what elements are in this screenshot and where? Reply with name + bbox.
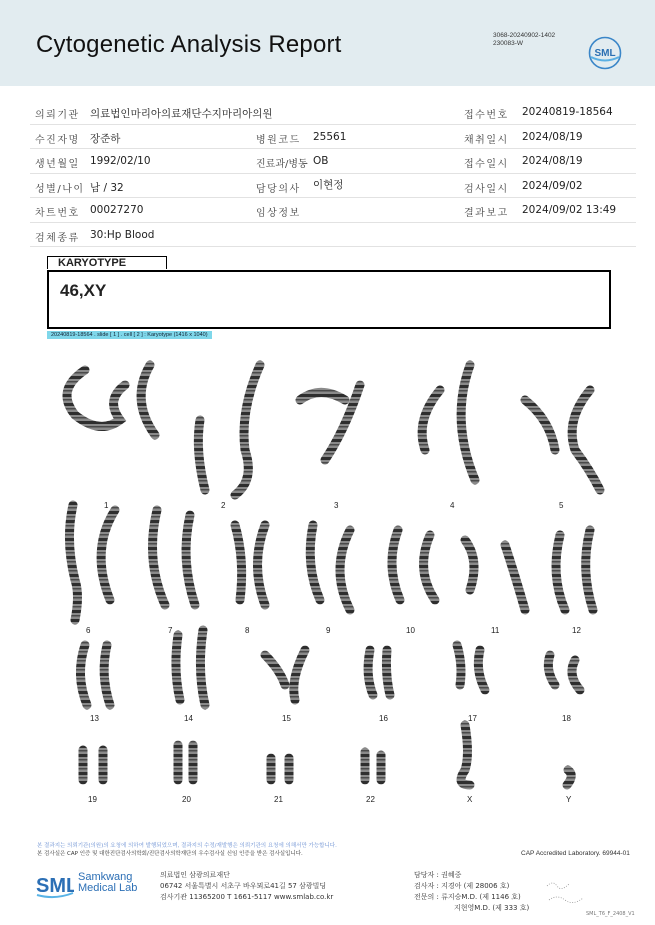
received-date-value: 2024/08/19: [522, 155, 583, 167]
patient-info-table: [30, 100, 636, 247]
chromosome-12b: [586, 530, 593, 610]
report-title: Cytogenetic Analysis Report: [36, 31, 342, 58]
karyogram-image: [45, 340, 615, 810]
chromosome-2b: [235, 365, 260, 495]
collection-date-label: 채취일시: [464, 134, 509, 146]
chromosome-9a: [310, 525, 320, 600]
chromosome-12a: [556, 535, 565, 610]
samkwang-logo: [36, 866, 138, 904]
physician-label: 담당의사: [256, 183, 301, 195]
sml-logo-icon: [588, 36, 622, 70]
staff-specialist-2: 지현영M.D. (제 333 호): [454, 904, 530, 912]
signature-icon: [545, 878, 585, 908]
hospital-code-value: 25561: [313, 130, 347, 143]
chromosome-18a: [548, 655, 555, 685]
chromosome-17b: [478, 650, 485, 690]
chromosome-label: 4: [450, 501, 455, 510]
footer-notes: [37, 842, 337, 858]
birth-date-value: 1992/02/10: [90, 155, 151, 167]
chromosome-label: 16: [379, 714, 388, 723]
chromosome-13b: [104, 645, 110, 705]
chromosome-label: 14: [184, 714, 193, 723]
chromosome-2a: [198, 420, 205, 490]
birth-date-label: 생년월일: [35, 159, 80, 170]
chromosome-4a: [422, 390, 440, 450]
chromosome-18b: [572, 660, 580, 690]
info-row: [30, 198, 636, 223]
chromosome-label: 18: [562, 714, 571, 723]
chromosome-9b: [340, 530, 350, 610]
chromosome-6a: [69, 505, 77, 620]
received-date-label: 접수일시: [464, 159, 509, 170]
svg-text:SML: SML: [594, 48, 616, 59]
chromosome-5b: [572, 390, 600, 490]
chromosome-label: 15: [282, 714, 291, 723]
sex-age-label: 성별/나이: [35, 183, 85, 195]
chromosome-14a: [176, 635, 180, 700]
chromosome-10a: [392, 530, 400, 600]
specimen-type-label: 검체종류: [35, 232, 80, 244]
chromosome-label: 10: [406, 626, 415, 635]
info-row: [30, 125, 636, 150]
chromosome-label: 17: [468, 714, 477, 723]
patient-name-value: 장준하: [90, 132, 121, 145]
clinical-info-label: 임상정보: [256, 208, 301, 219]
requesting-institution-label: 의뢰기관: [35, 110, 80, 121]
chromosome-16a: [368, 650, 373, 695]
karyogram-caption: 20240819-18564 . slide [ 1 ] . cell [ 2 ] : Karyotype (1416 x 1040): [47, 331, 212, 339]
chromosome-label: 8: [245, 626, 250, 635]
karyotype-label: KARYOTYPE: [47, 256, 167, 269]
chromosome-label: 11: [491, 626, 500, 635]
chromosome-label: 22: [366, 795, 375, 804]
chromosome-label: 19: [88, 795, 97, 804]
physician-value: 이현정: [313, 178, 344, 191]
collection-date-value: 2024/08/19: [522, 130, 583, 143]
chromosome-7a: [153, 510, 166, 605]
chromosome-11a: [465, 540, 474, 590]
karyotype-value: 46,XY: [60, 281, 107, 300]
document-code: [493, 32, 555, 48]
org-contact: 검사기관 11365200 T 1661-5117 www.smlab.co.kr: [160, 893, 334, 901]
chromosome-y: [567, 770, 571, 785]
department-label: 진료과/병동: [256, 159, 308, 170]
chromosome-label: Y: [566, 795, 572, 804]
result-report-value: 2024/09/02 13:49: [522, 204, 617, 216]
staff-manager: 담당자 : 권혜중: [414, 871, 462, 879]
chromosome-label: 6: [86, 626, 91, 635]
sml-footer-logo-icon: [36, 866, 74, 900]
chromosome-label: 5: [559, 501, 564, 510]
chart-number-label: 차트번호: [35, 208, 80, 219]
patient-name-label: 수진자명: [35, 134, 80, 146]
brand-line-1: Samkwang: [78, 871, 133, 883]
chromosome-13a: [80, 645, 87, 705]
chromosome-14b: [200, 630, 205, 705]
brand-line-2: Medical Lab: [78, 882, 138, 894]
info-row: [30, 223, 636, 248]
cap-accreditation: CAP Accredited Laboratory. 69944-01: [521, 850, 630, 857]
document-code-line-2: 230083-W: [493, 40, 523, 47]
chart-number-value: 00027270: [90, 204, 144, 216]
document-code-line-1: 3068-20240902-1402: [493, 32, 556, 39]
specimen-type-value: 30:Hp Blood: [90, 228, 155, 241]
result-report-label: 결과보고: [464, 208, 509, 219]
svg-text:SML: SML: [36, 875, 74, 897]
chromosome-1b: [141, 365, 155, 435]
receipt-number-value: 20240819-18564: [522, 106, 613, 118]
chromosome-label: 3: [334, 501, 339, 510]
chromosome-4b: [461, 365, 475, 480]
org-address: 06742 서울특별시 서초구 바우뫼로41길 57 삼광빌딩: [160, 882, 327, 890]
chromosome-16b: [386, 650, 390, 695]
chromosome-10b: [424, 535, 435, 600]
chromosome-6b: [101, 510, 115, 600]
staff-info: [414, 870, 529, 914]
chromosome-15b: [294, 650, 305, 700]
chromosome-label: 20: [182, 795, 191, 804]
chromosome-1a: [67, 370, 125, 426]
info-row: [30, 100, 636, 125]
org-name: 의료법인 삼광의료재단: [160, 871, 230, 879]
form-code: SML_T6_F_2408_V1: [586, 911, 635, 917]
sex-age-value: 남 / 32: [90, 181, 124, 194]
chromosome-x: [461, 725, 470, 785]
chromosome-label: 12: [572, 626, 581, 635]
chromosome-11b: [505, 545, 525, 610]
footer-note-2: 본 검사실은 CAP 인증 및 대한진단검사의학회/진단검사의학재단의 우수검사실 신임 인증을 받은 검사실입니다.: [37, 851, 303, 857]
chromosome-17a: [457, 645, 461, 685]
department-value: OB: [313, 155, 329, 167]
chromosome-label: 2: [221, 501, 226, 510]
receipt-number-label: 접수번호: [464, 110, 509, 121]
chromosome-5a: [525, 400, 555, 450]
test-date-label: 검사일시: [464, 183, 509, 195]
chromosome-15a: [265, 655, 285, 685]
staff-tester: 검사자 : 지경아 (제 28006 호): [414, 882, 510, 890]
staff-specialist-1: 전문의 : 류지승M.D. (제 1146 호): [414, 893, 521, 901]
report-header: [0, 0, 655, 86]
requesting-institution-value: 의료법인마리아의료재단수지마리아의원: [90, 108, 273, 120]
chromosome-label: 13: [90, 714, 99, 723]
hospital-code-label: 병원코드: [256, 134, 301, 146]
chromosome-8a: [235, 525, 242, 600]
karyotype-result-box: [47, 270, 611, 329]
test-date-value: 2024/09/02: [522, 179, 583, 192]
info-row: [30, 174, 636, 199]
organization-info: [160, 870, 333, 903]
chromosome-label: 1: [104, 501, 109, 510]
chromosome-label: 9: [326, 626, 331, 635]
chromosome-7b: [186, 515, 195, 605]
info-row: [30, 149, 636, 174]
chromosome-label: 21: [274, 795, 283, 804]
footer-note-1: 본 결과지는 의뢰기관(의원)의 요청에 의하여 발행되었으며, 결과지의 수정/재발행은 의뢰기관의 요청에 의해서만 가능합니다.: [37, 843, 337, 849]
chromosome-3a: [300, 393, 345, 401]
chromosome-8b: [258, 525, 266, 605]
chromosome-label: X: [467, 795, 473, 804]
chromosome-label: 7: [168, 626, 173, 635]
